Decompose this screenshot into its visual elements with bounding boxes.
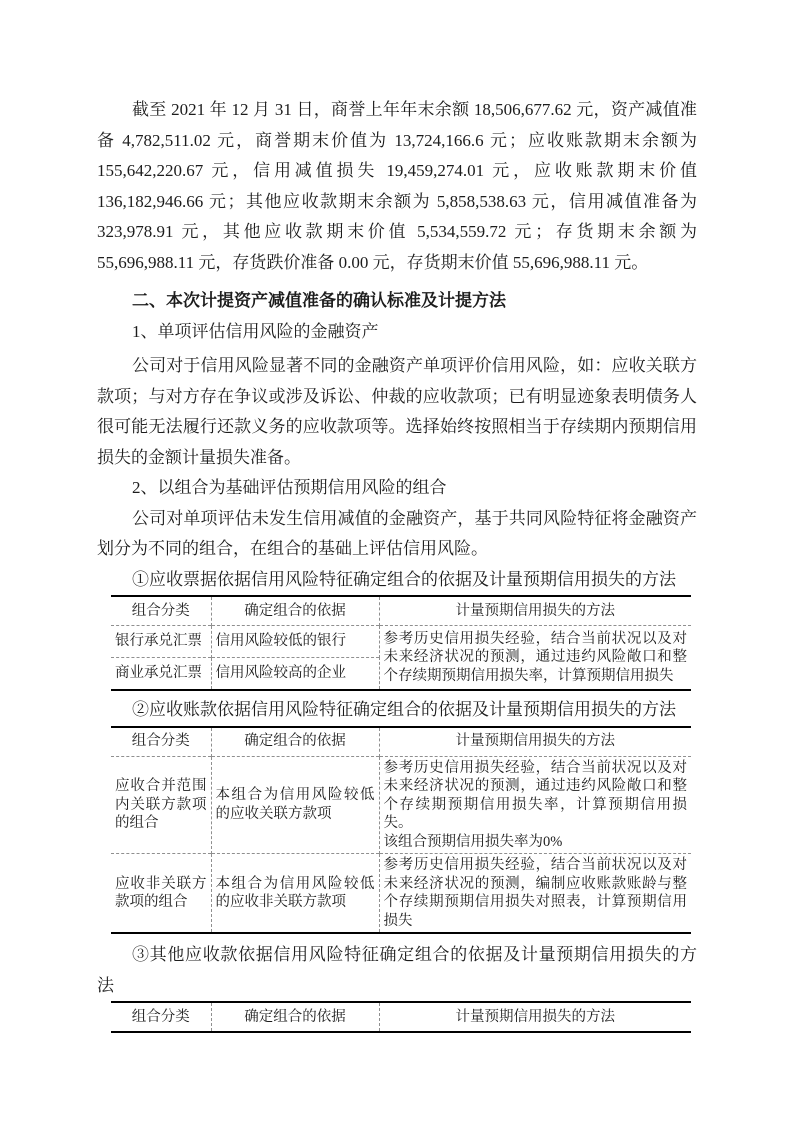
table-row [111, 854, 691, 934]
table-header-row [111, 596, 691, 626]
method-text: 参考历史信用损失经验，结合当前状况以及对未来经济状况的预测，通过违约风险敞口和整个存续期预期信用损失率，计算预期信用损失。 [383, 759, 687, 831]
cell-category: 应收非关联方款项的组合 [111, 854, 211, 934]
text-line: 法 [97, 975, 114, 995]
other-receivables-caption [97, 940, 697, 1001]
item1-heading: 1、单项评估信用风险的金融资产 [132, 321, 379, 341]
accounts-receivable-table [111, 726, 691, 935]
text-line: 截至 2021 年 12 月 31 日，商誉上年年末余额 18,506,677.62 元，资产减值准 [132, 100, 697, 119]
col-header-category: 组合分类 [131, 733, 190, 750]
col-header-basis: 确定组合的依据 [211, 596, 379, 626]
text-line: 136,182,946.66 元；其他应收款期末余额为 5,858,538.63 元，信用减值准备为 [97, 191, 697, 211]
method-note: 该组合预期信用损失率为0% [383, 833, 563, 850]
cell-method [379, 756, 691, 854]
col-header-category: 组合分类 [131, 1008, 190, 1025]
cell-basis: 本组合为信用风险较低的应收非关联方款项 [211, 854, 379, 934]
text-line: 公司对于信用风险显著不同的金融资产单项评价信用风险，如：应收关联方 [132, 356, 697, 375]
ar-table-caption: ②应收账款依据信用风险特征确定组合的依据及计量预期信用损失的方法 [132, 700, 676, 719]
item2-paragraph [97, 504, 697, 565]
table-row [111, 756, 691, 854]
cell-category: 应收合并范围内关联方款项的组合 [111, 756, 211, 854]
text-line: 55,696,988.11 元，存货跌价准备 0.00 元，存货期末价值 55,696,988.11 元。 [97, 252, 649, 272]
opening-paragraph [97, 95, 697, 278]
table-row [111, 626, 691, 658]
text-line: ③其他应收款依据信用风险特征确定组合的依据及计量预期信用损失的方 [132, 945, 697, 964]
section-heading: 二、本次计提资产减值准备的确认标准及计提方法 [132, 291, 506, 310]
other-receivables-table [111, 1001, 691, 1033]
notes-table-caption: ①应收票据依据信用风险特征确定组合的依据及计量预期信用损失的方法 [132, 569, 676, 589]
text-line: 155,642,220.67 元，信用减值损失 19,459,274.01 元，应收账款期末价值 [97, 161, 697, 180]
col-header-method: 计量预期信用损失的方法 [379, 1002, 691, 1032]
col-header-category: 组合分类 [131, 602, 190, 619]
col-header-basis: 确定组合的依据 [211, 1002, 379, 1032]
col-header-basis: 确定组合的依据 [211, 727, 379, 757]
text-line: 323,978.91 元，其他应收款期末价值 5,534,559.72 元；存货期末余额为 [97, 222, 697, 241]
text-line: 公司对单项评估未发生信用减值的金融资产，基于共同风险特征将金融资产 [132, 508, 697, 528]
notes-receivable-table [111, 595, 691, 691]
cell-basis: 信用风险较低的银行 [211, 626, 379, 658]
item2-heading: 2、以组合为基础评估预期信用风险的组合 [132, 478, 447, 497]
table-header-row [111, 727, 691, 757]
cell-category: 银行承兑汇票 [111, 626, 211, 658]
text-line: 备 4,782,511.02 元，商誉期末价值为 13,724,166.6 元；应收账款期末余额为 [97, 130, 697, 150]
col-header-method: 计量预期信用损失的方法 [379, 596, 691, 626]
cell-basis: 本组合为信用风险较低的应收关联方款项 [211, 756, 379, 854]
method-text: 参考历史信用损失经验，结合当前状况以及对未来经济状况的预测，编制应收账款账龄与整个存续期预期信用损失对照表，计算预期信用损失 [383, 857, 687, 929]
cell-method [379, 854, 691, 934]
cell-basis: 信用风险较高的企业 [211, 658, 379, 691]
table-header-row [111, 1002, 691, 1032]
text-line: 很可能无法履行还款义务的应收款项等。选择始终按照相当于存续期内预期信用 [97, 417, 697, 436]
text-line: 损失的金额计量损失准备。 [97, 447, 301, 467]
cell-category: 商业承兑汇票 [111, 658, 211, 691]
text-line: 划分为不同的组合，在组合的基础上评估信用风险。 [97, 539, 488, 558]
col-header-method: 计量预期信用损失的方法 [379, 727, 691, 757]
item1-paragraph [97, 351, 697, 473]
text-line: 款项；与对方存在争议或涉及诉讼、仲裁的应收款项；已有明显迹象表明债务人 [97, 386, 697, 406]
page-content [97, 95, 697, 1033]
cell-method-merged: 参考历史信用损失经验，结合当前状况以及对未来经济状况的预测，通过违约风险敞口和整个存续期预期信用损失率，计算预期信用损失 [379, 626, 691, 691]
